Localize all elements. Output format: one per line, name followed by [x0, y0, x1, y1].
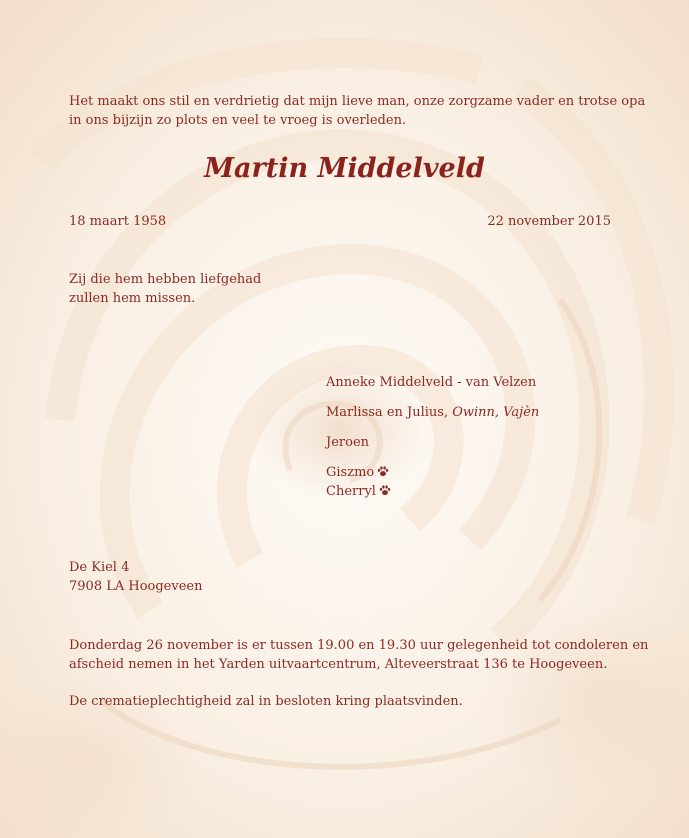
intro-text [69, 92, 645, 130]
memorial-quote [69, 270, 261, 308]
family-pet-1 [326, 463, 389, 482]
address-line-2: 7908 LA Hoogeveen [69, 579, 203, 594]
family-children-2: Jeroen [326, 435, 370, 450]
condolence-announcement [69, 636, 648, 674]
intro-line-1: Het maakt ons stil en verdrietig dat mijn lieve man, onze zorgzame vader en trotse opa [69, 94, 646, 109]
family-spouse: Anneke Middelveld - van Velzen [326, 375, 537, 390]
paw-print-icon [377, 466, 389, 477]
intro-line-2: in ons bijzijn zo plots en veel te vroeg is overleden. [69, 113, 407, 128]
family-pet-2 [326, 482, 391, 501]
pet-2-name: Cherryl [326, 484, 376, 499]
announcement-line-1: Donderdag 26 november is er tussen 19.00 en 19.30 uur gelegenheid tot condoleren en [69, 638, 649, 653]
paw-print-icon [379, 485, 391, 496]
death-date: 22 november 2015 [487, 214, 611, 229]
family-children-1 [326, 403, 539, 422]
quote-line-2: zullen hem missen. [69, 291, 196, 306]
address-line-1: De Kiel 4 [69, 560, 130, 575]
pet-1-name: Giszmo [326, 465, 375, 480]
deceased-name: Martin Middelveld [204, 153, 485, 184]
address [69, 558, 202, 596]
children-names: Marlissa en Julius, [326, 405, 449, 420]
announcement-line-2: afscheid nemen in het Yarden uitvaartcentrum, Alteveerstraat 136 te Hoogeveen. [69, 657, 608, 672]
quote-line-1: Zij die hem hebben liefgehad [69, 272, 262, 287]
birth-date: 18 maart 1958 [69, 214, 167, 229]
grandchildren-names: Owinn, Vajèn [452, 405, 540, 420]
cremation-notice: De crematieplechtigheid zal in besloten kring plaatsvinden. [69, 694, 463, 709]
